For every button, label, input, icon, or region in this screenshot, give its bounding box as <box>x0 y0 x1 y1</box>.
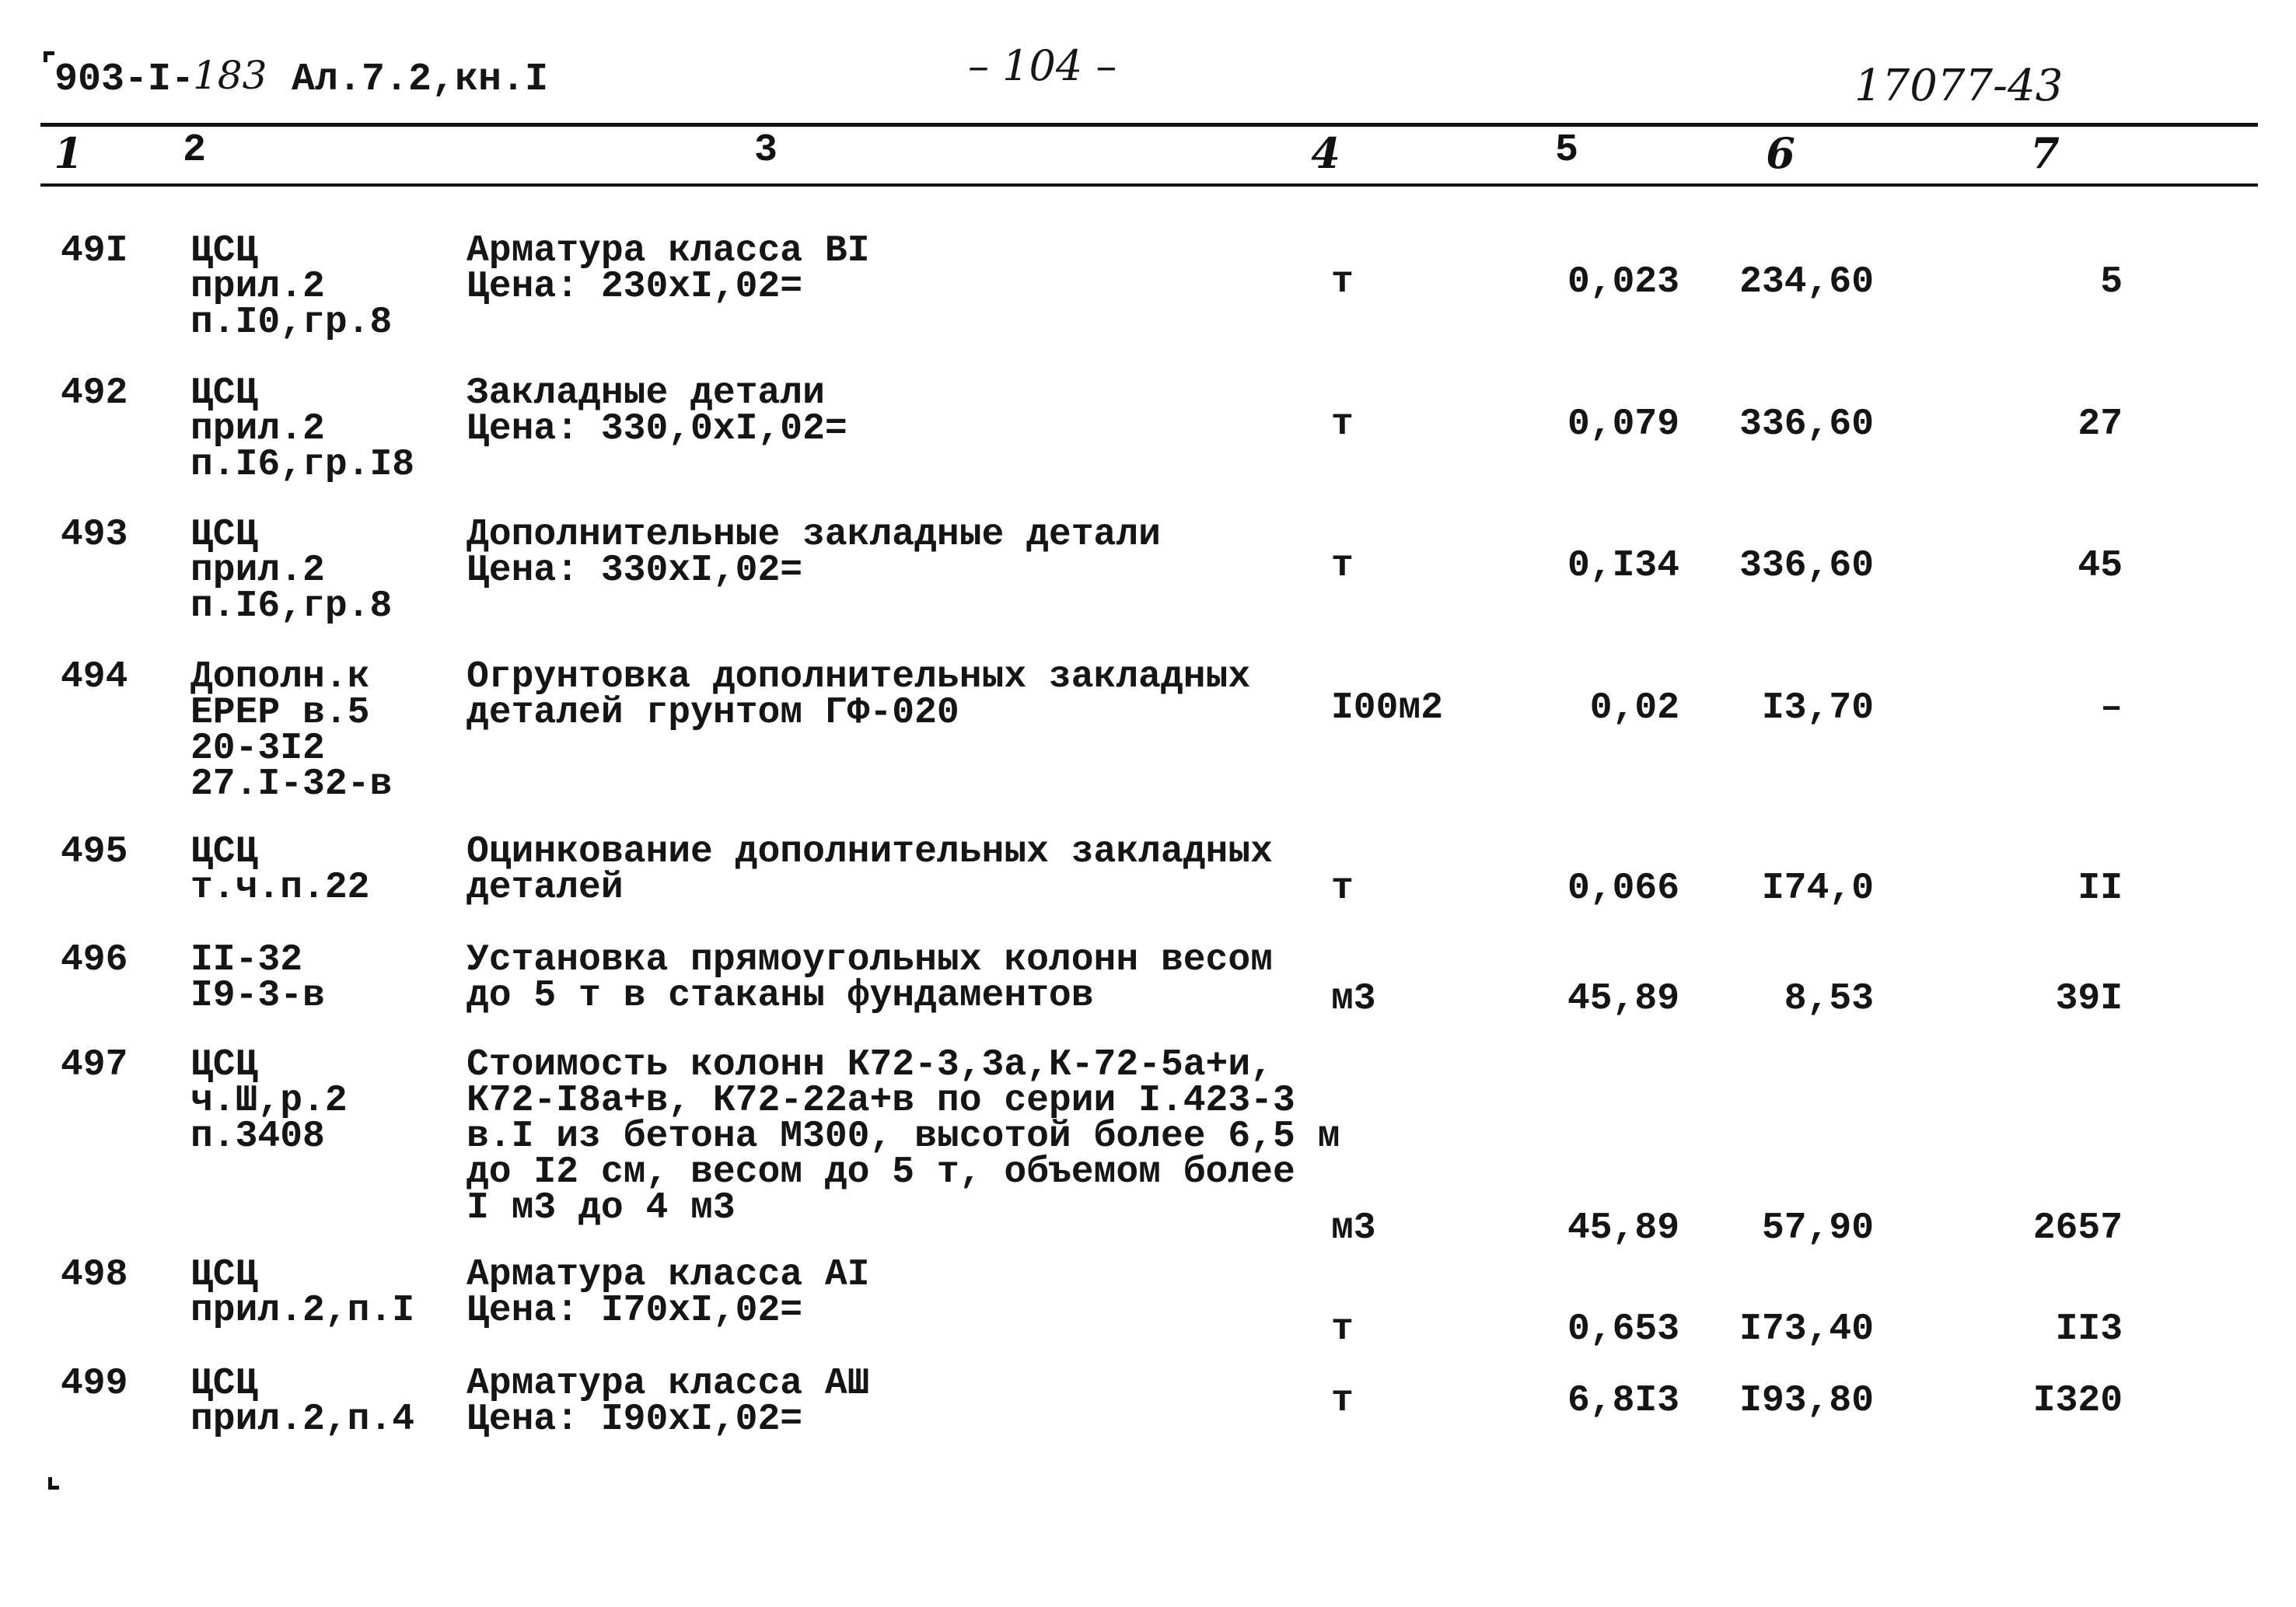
row-description-line: Цена: I90xI,02= <box>467 1399 803 1441</box>
row-description <box>467 656 1251 734</box>
row-code-line: ЦСЦ <box>190 1044 258 1086</box>
column-number-4: 4 <box>1311 128 1340 178</box>
row-code <box>190 1254 415 1332</box>
row-quantity: 6,8I3 <box>1567 1380 1679 1422</box>
row-description-line: Цена: 330,0xI,02= <box>467 408 847 450</box>
row-unit-price: 336,60 <box>1739 403 1874 445</box>
row-total: II <box>2078 868 2123 910</box>
row-description-line: Арматура класса АШ <box>467 1363 870 1405</box>
archive-number: 17077-43 <box>1854 61 2064 111</box>
row-code <box>190 939 325 1017</box>
row-number: 497 <box>61 1044 128 1086</box>
row-quantity: 0,I34 <box>1567 545 1679 587</box>
row-quantity: 45,89 <box>1567 978 1679 1020</box>
row-unit-price: 57,90 <box>1761 1207 1874 1249</box>
row-description-line: деталей грунтом ГФ-020 <box>467 692 959 734</box>
row-unit-price: I93,80 <box>1739 1380 1874 1422</box>
row-code-line: п.3408 <box>190 1116 325 1158</box>
row-code-line: I9-3-в <box>190 975 325 1017</box>
column-number-6: 6 <box>1766 128 1795 178</box>
row-unit-price: 8,53 <box>1784 978 1874 1020</box>
row-description-line: Огрунтовка дополнительных закладных <box>467 656 1251 698</box>
row-code-line: ЦСЦ <box>190 514 258 556</box>
row-total: I320 <box>2032 1380 2123 1422</box>
row-description-line: Стоимость колонн К72-3,3а,К-72-5а+и, <box>467 1044 1273 1086</box>
row-description <box>467 372 847 450</box>
row-description-line: Арматура класса АI <box>467 1254 870 1296</box>
row-description-line: деталей <box>467 867 624 909</box>
row-code-line: ЦСЦ <box>190 230 258 272</box>
row-code-line: ЦСЦ <box>190 1254 258 1296</box>
corner-mark-top-left-h <box>44 51 54 55</box>
row-unit: т <box>1331 403 1354 445</box>
row-description-line: до I2 см, весом до 5 т, объемом более <box>467 1151 1295 1193</box>
column-number-3: 3 <box>753 128 778 173</box>
series-prefix: 903-I- <box>54 58 195 102</box>
row-description <box>467 230 870 308</box>
row-unit: м3 <box>1331 978 1376 1020</box>
row-code <box>190 372 415 486</box>
row-code <box>190 514 393 627</box>
row-description <box>467 831 1273 909</box>
row-unit: I00м2 <box>1331 687 1444 729</box>
row-unit-price: I73,40 <box>1739 1308 1874 1350</box>
row-code-line: ЦСЦ <box>190 831 258 873</box>
row-description <box>467 1254 870 1332</box>
row-unit: т <box>1331 545 1354 587</box>
row-code-line: ч.Ш,р.2 <box>190 1080 348 1122</box>
row-code <box>190 656 393 805</box>
row-code-line: прил.2,п.I <box>190 1290 415 1332</box>
row-code <box>190 1363 415 1441</box>
row-description-line: Оцинкование дополнительных закладных <box>467 831 1273 873</box>
row-description-line: Цена: 330xI,02= <box>467 550 803 592</box>
row-code-line: п.I6,гр.I8 <box>190 444 415 486</box>
row-total: 27 <box>2078 403 2123 445</box>
header-top-rule <box>40 123 2258 127</box>
row-code-line: прил.2 <box>190 266 325 308</box>
row-total: II3 <box>2055 1308 2123 1350</box>
row-number: 499 <box>61 1363 128 1405</box>
row-unit-price: 336,60 <box>1739 545 1874 587</box>
row-code-line: т.ч.п.22 <box>190 867 370 909</box>
row-code-line: Дополн.к <box>190 656 370 698</box>
row-number: 493 <box>61 514 128 556</box>
row-number: 495 <box>61 831 128 873</box>
row-description-line: Цена: I70xI,02= <box>467 1290 803 1332</box>
row-total: 39I <box>2055 978 2123 1020</box>
row-description-line: Установка прямоугольных колонн весом <box>467 939 1273 981</box>
column-number-7: 7 <box>2030 128 2060 178</box>
row-code-line: прил.2,п.4 <box>190 1399 415 1441</box>
row-description <box>467 1044 1340 1229</box>
row-code <box>190 831 370 909</box>
row-unit-price: 234,60 <box>1739 261 1874 303</box>
row-quantity: 0,653 <box>1567 1308 1679 1350</box>
row-quantity: 0,023 <box>1567 261 1679 303</box>
row-description-line: I м3 до 4 м3 <box>467 1187 736 1229</box>
row-total: – <box>2100 687 2123 729</box>
column-number-2: 2 <box>182 128 206 173</box>
row-quantity: 45,89 <box>1567 1207 1679 1249</box>
row-description <box>467 939 1273 1017</box>
column-number-1: 1 <box>54 128 83 178</box>
row-number: 498 <box>61 1254 128 1296</box>
row-code <box>190 230 393 344</box>
row-description-line: Цена: 230xI,02= <box>467 266 803 308</box>
row-total: 5 <box>2100 261 2123 303</box>
row-unit: т <box>1331 261 1354 303</box>
header-bottom-rule <box>40 183 2258 187</box>
row-code-line: II-32 <box>190 939 303 981</box>
row-unit-price: I3,70 <box>1761 687 1874 729</box>
row-code-line: п.I0,гр.8 <box>190 302 393 344</box>
corner-mark-bottom-left-v <box>48 1477 52 1490</box>
row-unit: т <box>1331 1380 1354 1422</box>
row-unit: т <box>1331 1308 1354 1350</box>
row-code-line: ЕРЕР в.5 <box>190 692 370 734</box>
row-code-line: п.I6,гр.8 <box>190 585 393 627</box>
album-reference: Ал.7.2,кн.I <box>292 58 549 102</box>
row-code-line: ЦСЦ <box>190 1363 258 1405</box>
row-description <box>467 1363 870 1441</box>
row-total: 2657 <box>2032 1207 2123 1249</box>
row-unit: т <box>1331 868 1354 910</box>
row-quantity: 0,02 <box>1589 687 1679 729</box>
row-description-line: в.I из бетона М300, высотой более 6,5 м <box>467 1116 1340 1158</box>
row-total: 45 <box>2078 545 2123 587</box>
row-quantity: 0,066 <box>1567 868 1679 910</box>
row-description-line: Арматура класса BI <box>467 230 870 272</box>
row-unit-price: I74,0 <box>1761 868 1874 910</box>
row-description-line: Закладные детали <box>467 372 825 414</box>
row-description-line: К72-I8а+в, К72-22а+в по серии I.423-3 <box>467 1080 1295 1122</box>
column-number-5: 5 <box>1554 128 1578 173</box>
row-number: 494 <box>61 656 128 698</box>
row-code-line: 27.I-32-в <box>190 763 393 805</box>
row-code-line: прил.2 <box>190 408 325 450</box>
page-number: – 104 – <box>968 41 1117 90</box>
row-quantity: 0,079 <box>1567 403 1679 445</box>
row-code-line: прил.2 <box>190 550 325 592</box>
row-description-line: Дополнительные закладные детали <box>467 514 1161 556</box>
row-description <box>467 514 1161 592</box>
row-code-line: ЦСЦ <box>190 372 258 414</box>
row-code-line: 20-3I2 <box>190 728 325 770</box>
row-unit: м3 <box>1331 1207 1376 1249</box>
series-number: 183 <box>193 53 267 98</box>
row-number: 496 <box>61 939 128 981</box>
row-number: 492 <box>61 372 128 414</box>
row-code <box>190 1044 348 1158</box>
row-number: 49I <box>61 230 128 272</box>
row-description-line: до 5 т в стаканы фундаментов <box>467 975 1094 1017</box>
